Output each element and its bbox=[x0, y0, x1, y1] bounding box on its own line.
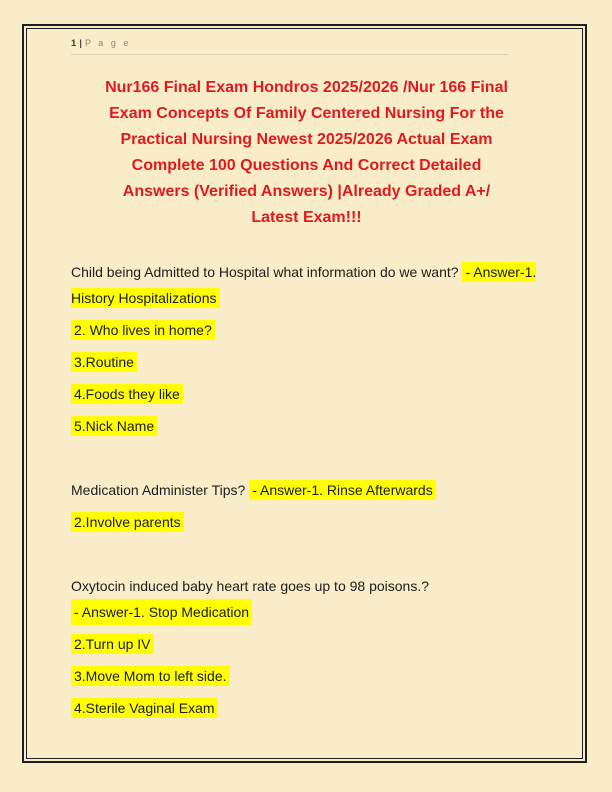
page-content bbox=[27, 29, 582, 758]
answer-highlight: 2.Involve parents bbox=[71, 512, 184, 532]
question-3-answer-highlight: - Answer-1. Stop Medication bbox=[71, 599, 252, 625]
question-3-answer-item bbox=[71, 695, 541, 721]
answer-highlight: 5.Nick Name bbox=[71, 416, 157, 436]
question-2-answer-item bbox=[71, 509, 541, 535]
question-1-text: Child being Admitted to Hospital what information do we want? bbox=[71, 264, 459, 280]
page-border-inner-line bbox=[26, 28, 583, 759]
question-1-answer-highlight: - Answer-1. History Hospitalizations bbox=[71, 264, 537, 306]
answer-highlight: 3.Routine bbox=[71, 352, 137, 372]
answer-highlight: 3.Move Mom to left side. bbox=[71, 666, 230, 686]
page-header bbox=[71, 37, 542, 55]
question-3-answer-item bbox=[71, 631, 541, 657]
question-2-answer-highlight: - Answer-1. Rinse Afterwards bbox=[249, 480, 436, 500]
paragraph-spacer bbox=[71, 445, 541, 471]
title-line-1: Nur166 Final Exam Hondros 2025/2026 /Nur 166 Final bbox=[105, 79, 508, 96]
title-line-5: Answers (Verified Answers) |Already Graded A+/ bbox=[122, 183, 491, 200]
page-label: P a g e bbox=[84, 38, 131, 48]
paragraph-spacer bbox=[71, 541, 541, 567]
answer-highlight: 4.Sterile Vaginal Exam bbox=[71, 698, 218, 718]
question-1-answer-item bbox=[71, 317, 541, 343]
question-2-text: Medication Administer Tips? bbox=[71, 482, 246, 498]
document-title bbox=[71, 75, 542, 231]
title-line-4: Complete 100 Questions And Correct Detailed bbox=[131, 157, 482, 174]
page-number: 1 bbox=[71, 38, 77, 49]
title-line-2: Exam Concepts Of Family Centered Nursing For the bbox=[109, 105, 504, 122]
question-1-answer-item bbox=[71, 349, 541, 375]
answer-highlight: 2.Turn up IV bbox=[71, 634, 154, 654]
qa-section bbox=[71, 259, 541, 721]
title-line-6: Latest Exam!!! bbox=[251, 209, 362, 226]
title-line-3: Practical Nursing Newest 2025/2026 Actual Exam bbox=[120, 131, 493, 148]
question-3-text: Oxytocin induced baby heart rate goes up to 98 poisons.? bbox=[71, 578, 430, 594]
question-2-paragraph bbox=[71, 477, 541, 503]
question-1-paragraph bbox=[71, 259, 541, 311]
answer-highlight: 4.Foods they like bbox=[71, 384, 183, 404]
question-3-paragraph bbox=[71, 573, 541, 625]
question-1-answer-item bbox=[71, 413, 541, 439]
question-3-answer-item bbox=[71, 663, 541, 689]
question-1-answer-item bbox=[71, 381, 541, 407]
answer-highlight: 2. Who lives in home? bbox=[71, 320, 215, 340]
page-border-frame bbox=[22, 24, 587, 763]
header-rule bbox=[71, 54, 508, 55]
header-separator: | bbox=[79, 38, 82, 49]
